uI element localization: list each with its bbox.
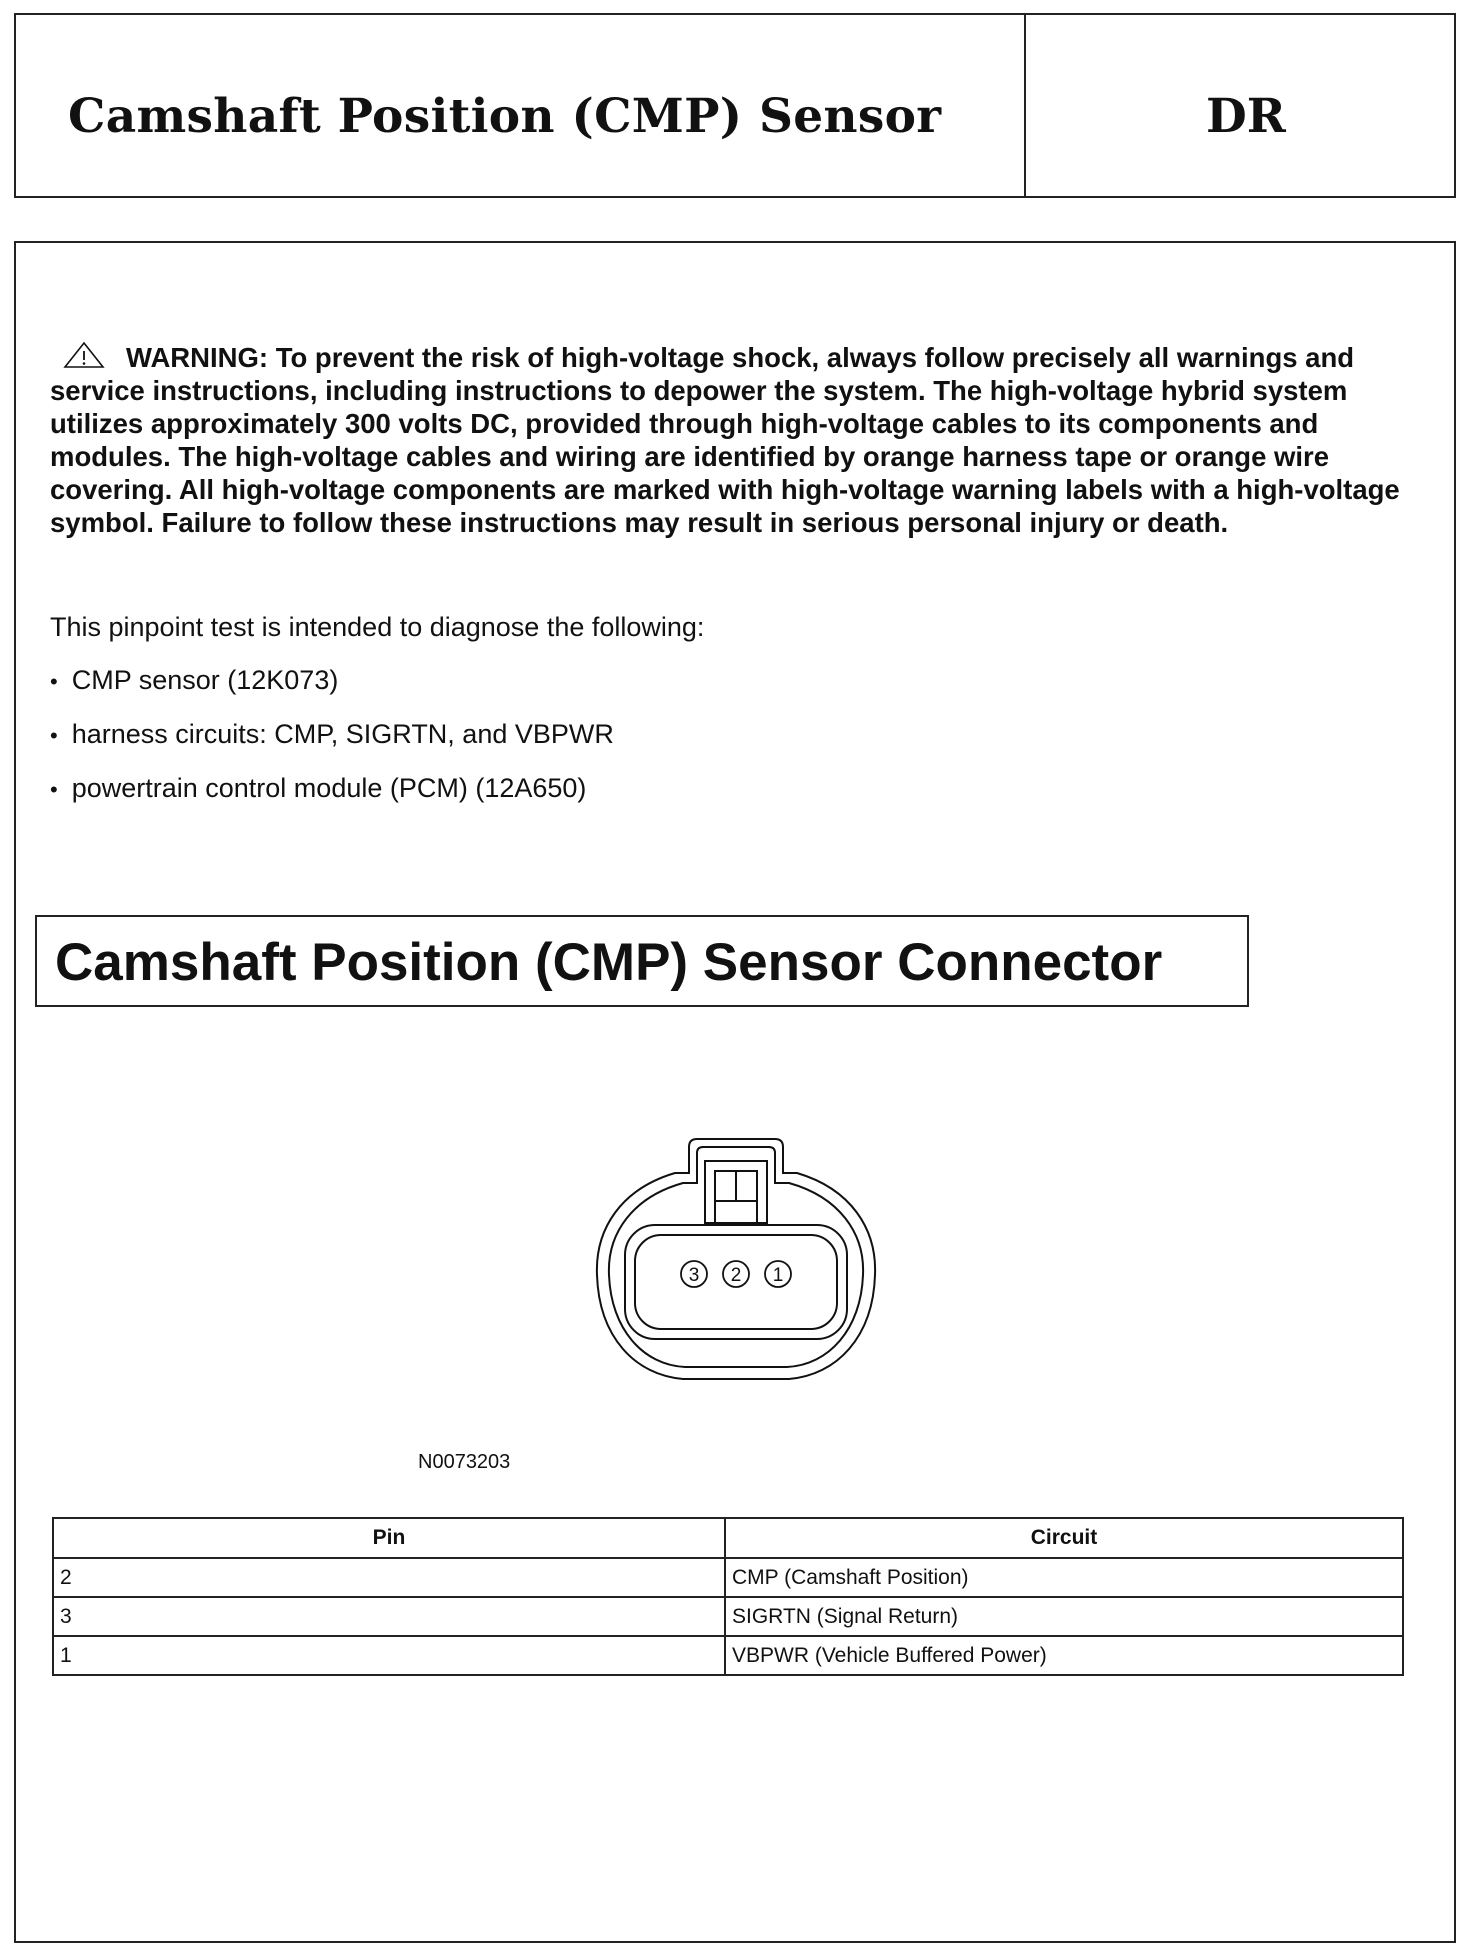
table-header-row	[53, 1518, 1403, 1558]
connector-diagram	[593, 1125, 879, 1389]
header-divider	[1024, 15, 1026, 196]
section-code: DR	[1206, 89, 1286, 144]
warning-block	[50, 341, 1420, 539]
table-row	[53, 1636, 1403, 1675]
diagnosis-list	[50, 665, 614, 827]
connector-pins	[681, 1261, 791, 1287]
cell-pin: 1	[53, 1636, 725, 1675]
connector-outline	[597, 1139, 875, 1379]
warning-text: WARNING: To prevent the risk of high-voltage shock, always follow precisely all warnings and service instructions, including instructions to depower the system. The high-voltage hybrid system utilizes approximately 300 volts DC, provided through high-voltage cables to its components and modules. The high-voltage cables and wiring are identified by orange harness tape or orange wire covering. All high-voltage components are marked with high-voltage warning labels with a high-voltage symbol. Failure to follow these instructions may result in serious personal injury or death.	[50, 342, 1400, 538]
pin-label: 1	[772, 1265, 784, 1286]
column-header-pin: Pin	[53, 1518, 725, 1558]
pin-label: 3	[688, 1265, 700, 1286]
list-item: • CMP sensor (12K073)	[50, 665, 614, 719]
cell-circuit: VBPWR (Vehicle Buffered Power)	[725, 1636, 1403, 1675]
table-row	[53, 1558, 1403, 1597]
section-title: Camshaft Position (CMP) Sensor Connector	[55, 933, 1163, 992]
cell-circuit: SIGRTN (Signal Return)	[725, 1597, 1403, 1636]
cell-circuit: CMP (Camshaft Position)	[725, 1558, 1403, 1597]
intro-text: This pinpoint test is intended to diagnose the following:	[50, 612, 705, 642]
page-header	[14, 13, 1456, 198]
column-header-circuit: Circuit	[725, 1518, 1403, 1558]
page-title: Camshaft Position (CMP) Sensor	[68, 89, 942, 144]
figure-id: N0073203	[418, 1451, 511, 1473]
cell-pin: 2	[53, 1558, 725, 1597]
cell-pin: 3	[53, 1597, 725, 1636]
section-heading-box	[35, 915, 1249, 1007]
pin-table	[52, 1517, 1404, 1676]
warning-triangle-icon	[62, 341, 106, 369]
list-item: • powertrain control module (PCM) (12A650)	[50, 773, 614, 827]
list-item: • harness circuits: CMP, SIGRTN, and VBPWR	[50, 719, 614, 773]
content-panel	[14, 241, 1456, 1943]
pin-label: 2	[730, 1265, 742, 1286]
table-row	[53, 1597, 1403, 1636]
